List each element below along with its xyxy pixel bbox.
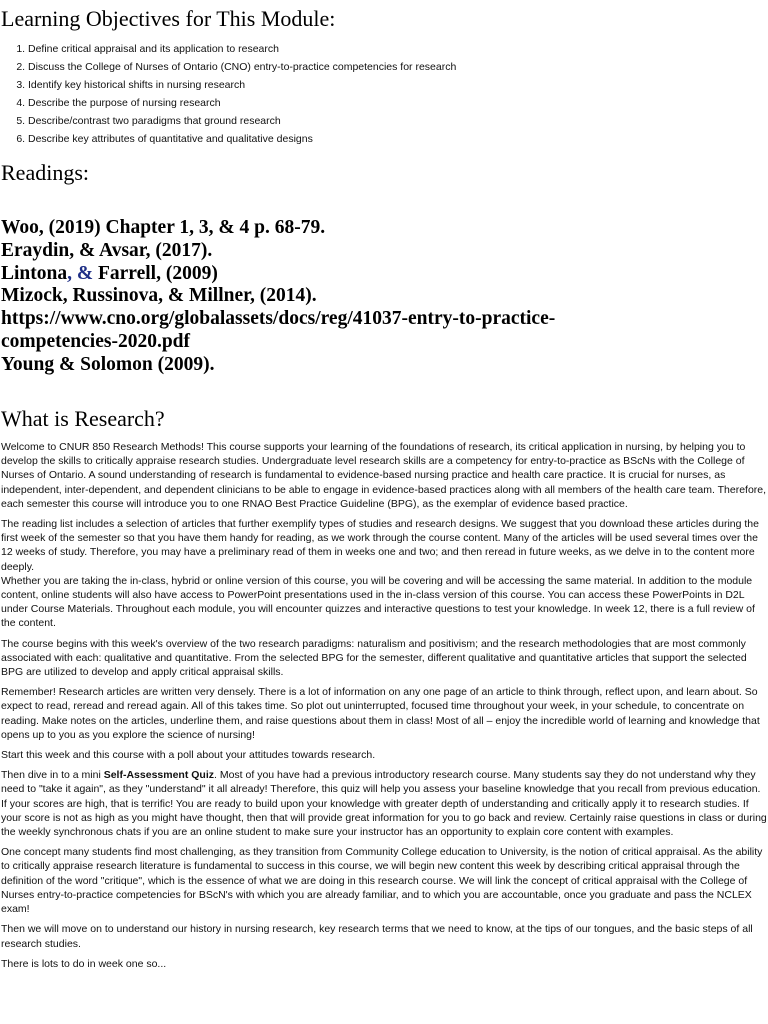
reading-lintona	[1, 263, 761, 286]
paragraph-closing: There is lots to do in week one so...	[1, 957, 167, 970]
paragraph-critical-appraisal: One concept many students find most challenging, as they transition from Community College education to University, is the notion of critical appraisal. As the ability to critically appraise research literature is fundamental to success in this course, we will begin new content this week by describing critical appraisal through the definition of the word "critique", which is the essence of what we are doing in this research course. We will link the concept of critical appraisal with the College of Nurses entry-to-practice competencies for BScN's with which you are already familiar, and to which you are accountable, once you graduate and pass the NCLEX exam!	[1, 846, 763, 916]
paragraph-quiz	[1, 768, 767, 839]
quiz-intro: Then dive in to a mini	[1, 769, 104, 782]
paragraph-welcome: Welcome to CNUR 850 Research Methods! This course supports your learning of the foundations of research, its critical application in nursing, by helping you to develop the skills to critically appraise research studies. Undergraduate level research skills are a competency for entry-to-practice as BScNs with the College of Nurses of Ontario. A sound understanding of research is fundamental to evidence-based nursing practice and health care practice. It is crucial for nurses, as independent, inter-dependent, and dependent clinicians to be able to engage in evidence-based practices along with all members of the health care team. Therefore, each semester this course will introduce you to one RNAO Best Practice Guideline (BPG), as the exemplar of evidence based practice.	[1, 441, 767, 510]
objective-item: 1. Define critical appraisal and its application to research	[28, 40, 768, 58]
objective-item: 3. Identify key historical shifts in nursing research	[28, 76, 768, 94]
paragraph-paradigms: The course begins with this week's overview of the two research paradigms: naturalism and positivism; and the research methodologies that are most commonly associated with each: qualitative and quantitative. From the selected BPG for the semester, different qualitative and quantitative articles that support the selected BPG are utilized to develop and apply critical appraisal skills.	[1, 637, 747, 679]
reading-cno-link[interactable]: https://www.cno.org/globalassets/docs/reg/41037-entry-to-practice-	[1, 308, 556, 330]
readings-heading: Readings:	[1, 160, 89, 185]
reading-lintona-author: Lintona	[1, 262, 68, 284]
reading-cno-link-continued[interactable]: competencies-2020.pdf	[1, 330, 191, 352]
research-body	[1, 440, 767, 977]
paragraph-course-versions: Whether you are taking the in-class, hybrid or online version of this course, you will be covering and will be accessing the same material. In addition to the module content, online students will also have access to PowerPoint presentations used in the in-class version of this course. You can access these PowerPoints in D2L under Course Materials. Throughout each module, you will encounter quizzes and interactive questions to test your knowledge. In week 12, there is a full review of the content.	[1, 574, 755, 630]
reading-woo: Woo, (2019) Chapter 1, 3, & 4 p. 68-79.	[1, 217, 326, 238]
self-assessment-quiz-label: Self-Assessment Quiz	[103, 769, 215, 782]
paragraph-poll: Start this week and this course with a poll about your attitudes towards research.	[1, 749, 376, 762]
quiz-text: . Most of you have had a previous introductory research course. Many students say they do not understand why they need to "take it again", as they "understand" it all already! Therefore, this quiz will help you assess your baseline knowledge that you recall from previous education. If your scores are high, that is terrific! You are ready to build upon your knowledge with greater depth of understanding and critically apply it to research studies. If your score is not as high as you might have thought, then that will provide great information for you to go back and review. Certainly raise questions in class or during the weekly synchronous chats if you are an online student to make sure your instructor has an opportunity to explain core content with examples.	[1, 769, 767, 839]
paragraph-history: Then we will move on to understand our history in nursing research, key research terms that we need to know, at the tips of our tongues, and the basic steps of all research studies.	[1, 923, 753, 950]
objectives-heading: Learning Objectives for This Module:	[1, 6, 336, 31]
readings-list	[1, 217, 761, 377]
objectives-list	[0, 40, 768, 148]
reading-eraydin: Eraydin, & Avsar, (2017).	[1, 239, 213, 261]
reading-mizock: Mizock, Russinova, & Millner, (2014).	[1, 285, 317, 307]
objective-item: 6. Describe key attributes of quantitative and qualitative designs	[28, 130, 768, 148]
objective-item: 4. Describe the purpose of nursing research	[28, 94, 768, 112]
research-heading: What is Research?	[1, 406, 165, 431]
reading-lintona-rest: Farrell, (2009)	[97, 262, 218, 284]
reading-young: Young & Solomon (2009).	[1, 353, 215, 375]
objective-item: 2. Discuss the College of Nurses of Ontario (CNO) entry-to-practice competencies for research	[28, 58, 768, 76]
paragraph-reading-list: The reading list includes a selection of articles that further exemplify types of studies and research designs. We suggest that you download these articles during the first week of the semester so that you have them handy for reading, as we work through the course content. Many of the articles will be used several times over the 12 weeks of study. Therefore, you may have a preliminary read of them in weeks one and two; and then reread in future weeks, as we delve in to the content more deeply.	[1, 518, 759, 573]
paragraph-remember: Remember! Research articles are written very densely. There is a lot of information on any one page of an article to think through, reflect upon, and learn about. So expect to read, reread and reread again. All of this takes time. So plot out uninterrupted, focused time throughout your week, in your schedule, to concentrate on reading. Make notes on the articles, underline them, and raise questions about them in class! Most of all – enjoy the incredible world of learning and knowledge that opens up to you as you explore the science of nursing!	[1, 686, 760, 741]
reading-lintona-ampersand: , &	[67, 262, 98, 284]
objective-item: 5. Describe/contrast two paradigms that ground research	[28, 112, 768, 130]
